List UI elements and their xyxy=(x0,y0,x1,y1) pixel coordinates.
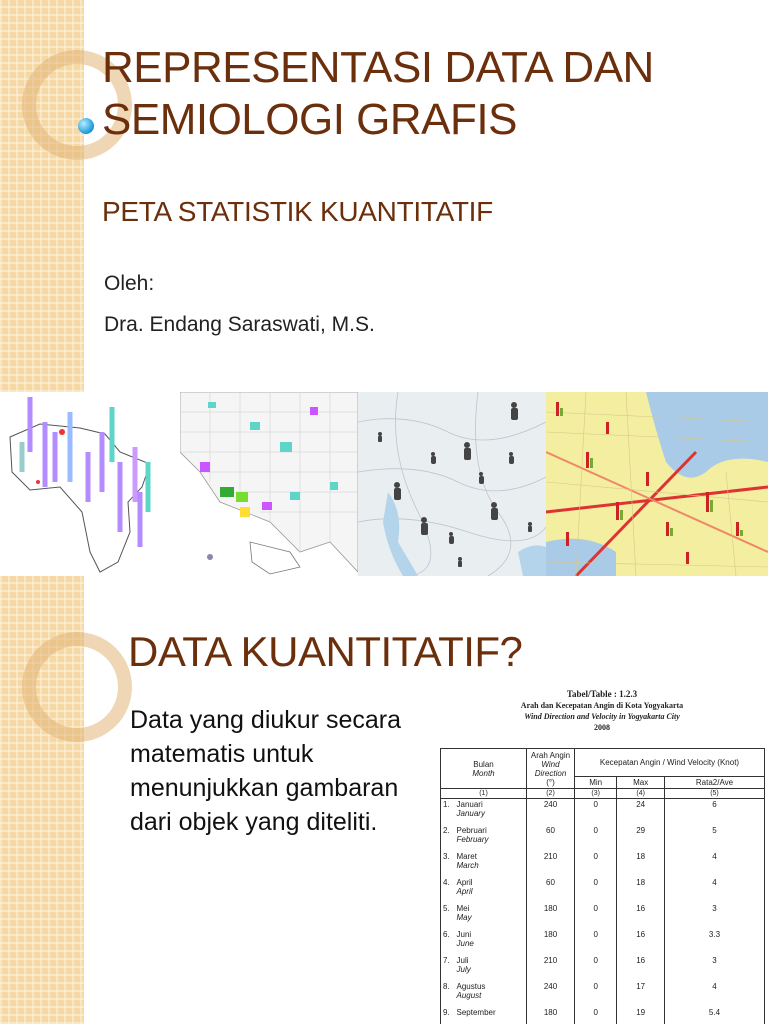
usa-choropleth-map xyxy=(180,392,358,576)
row-month: Pebruari February xyxy=(455,825,527,851)
page-title xyxy=(102,42,742,146)
row-min: 0 xyxy=(575,1007,617,1024)
row-max: 16 xyxy=(617,929,665,955)
decorative-strip xyxy=(0,576,84,1024)
row-direction: 180 xyxy=(527,929,575,955)
row-max: 18 xyxy=(617,851,665,877)
row-ave: 5.4 xyxy=(664,1007,764,1024)
row-number: 5. xyxy=(441,903,455,929)
table-caption-id: Arah dan Kecepatan Angin di Kota Yogyakarta xyxy=(520,701,684,710)
city-bar-map xyxy=(546,392,768,576)
row-min: 0 xyxy=(575,981,617,1007)
row-min: 0 xyxy=(575,955,617,981)
row-ave: 3 xyxy=(664,903,764,929)
row-number: 4. xyxy=(441,877,455,903)
header-direction: Arah Angin Wind Direction (°) xyxy=(527,749,575,789)
row-direction: 210 xyxy=(527,851,575,877)
row-max: 24 xyxy=(617,799,665,825)
row-number: 8. xyxy=(441,981,455,1007)
row-direction: 240 xyxy=(527,799,575,825)
table-row xyxy=(441,877,765,903)
slide-title: DATA KUANTITATIF? xyxy=(128,628,523,675)
row-ave: 3 xyxy=(664,955,764,981)
row-direction: 180 xyxy=(527,1007,575,1024)
wind-table xyxy=(440,748,765,1024)
row-number: 6. xyxy=(441,929,455,955)
row-min: 0 xyxy=(575,851,617,877)
row-max: 16 xyxy=(617,955,665,981)
table-row xyxy=(441,903,765,929)
row-month: Mei May xyxy=(455,903,527,929)
row-min: 0 xyxy=(575,903,617,929)
row-min: 0 xyxy=(575,825,617,851)
map-examples xyxy=(0,392,768,576)
bullet-orb-icon xyxy=(78,118,94,134)
row-ave: 4 xyxy=(664,851,764,877)
row-max: 18 xyxy=(617,877,665,903)
row-number: 2. xyxy=(441,825,455,851)
row-month: Juli July xyxy=(455,955,527,981)
table-row xyxy=(441,981,765,1007)
subtitle: PETA STATISTIK KUANTITATIF xyxy=(102,196,493,227)
table-caption-year: 2008 xyxy=(594,723,610,732)
header-velocity: Kecepatan Angin / Wind Velocity (Knot) xyxy=(575,749,765,777)
title-line-2: SEMIOLOGI GRAFIS xyxy=(102,95,517,144)
row-ave: 5 xyxy=(664,825,764,851)
header-min: Min xyxy=(575,777,617,789)
row-direction: 240 xyxy=(527,981,575,1007)
row-ave: 6 xyxy=(664,799,764,825)
column-number-row: (1) (2) (3) (4) (5) xyxy=(441,789,765,799)
row-number: 7. xyxy=(441,955,455,981)
slide-data-kuantitatif xyxy=(0,576,768,1024)
row-min: 0 xyxy=(575,799,617,825)
table-caption-number: Tabel/Table : 1.2.3 xyxy=(566,689,638,699)
table-caption-en: Wind Direction and Velocity in Yogyakarta City xyxy=(524,712,680,721)
header-month: Bulan Month xyxy=(441,749,527,789)
author-label: Oleh: xyxy=(104,272,155,295)
row-month: Agustus August xyxy=(455,981,527,1007)
row-direction: 180 xyxy=(527,903,575,929)
row-max: 16 xyxy=(617,903,665,929)
row-direction: 60 xyxy=(527,877,575,903)
row-max: 17 xyxy=(617,981,665,1007)
author-name: Dra. Endang Saraswati, M.S. xyxy=(104,313,375,336)
table-row xyxy=(441,955,765,981)
row-number: 9. xyxy=(441,1007,455,1024)
row-month: Maret March xyxy=(455,851,527,877)
decorative-ring xyxy=(22,632,132,742)
table-row xyxy=(441,1007,765,1024)
table-row xyxy=(441,851,765,877)
slide-body-text: Data yang diukur secara matematis untuk menunjukkan gambaran dari objek yang diteliti. xyxy=(130,706,401,836)
row-ave: 4 xyxy=(664,877,764,903)
table-row xyxy=(441,825,765,851)
header-ave: Rata2/Ave xyxy=(664,777,764,789)
proportional-symbol-map xyxy=(358,392,546,576)
africa-bar-map xyxy=(0,392,180,576)
row-min: 0 xyxy=(575,877,617,903)
row-number: 3. xyxy=(441,851,455,877)
row-min: 0 xyxy=(575,929,617,955)
row-max: 19 xyxy=(617,1007,665,1024)
row-month: April April xyxy=(455,877,527,903)
row-ave: 3.3 xyxy=(664,929,764,955)
row-month: Januari January xyxy=(455,799,527,825)
title-line-1: REPRESENTASI DATA DAN xyxy=(102,43,654,92)
table-row xyxy=(441,799,765,825)
row-max: 29 xyxy=(617,825,665,851)
row-direction: 210 xyxy=(527,955,575,981)
row-month: Juni June xyxy=(455,929,527,955)
row-month: September xyxy=(455,1007,527,1024)
row-direction: 60 xyxy=(527,825,575,851)
row-number: 1. xyxy=(441,799,455,825)
row-ave: 4 xyxy=(664,981,764,1007)
header-max: Max xyxy=(617,777,665,789)
table-row xyxy=(441,929,765,955)
